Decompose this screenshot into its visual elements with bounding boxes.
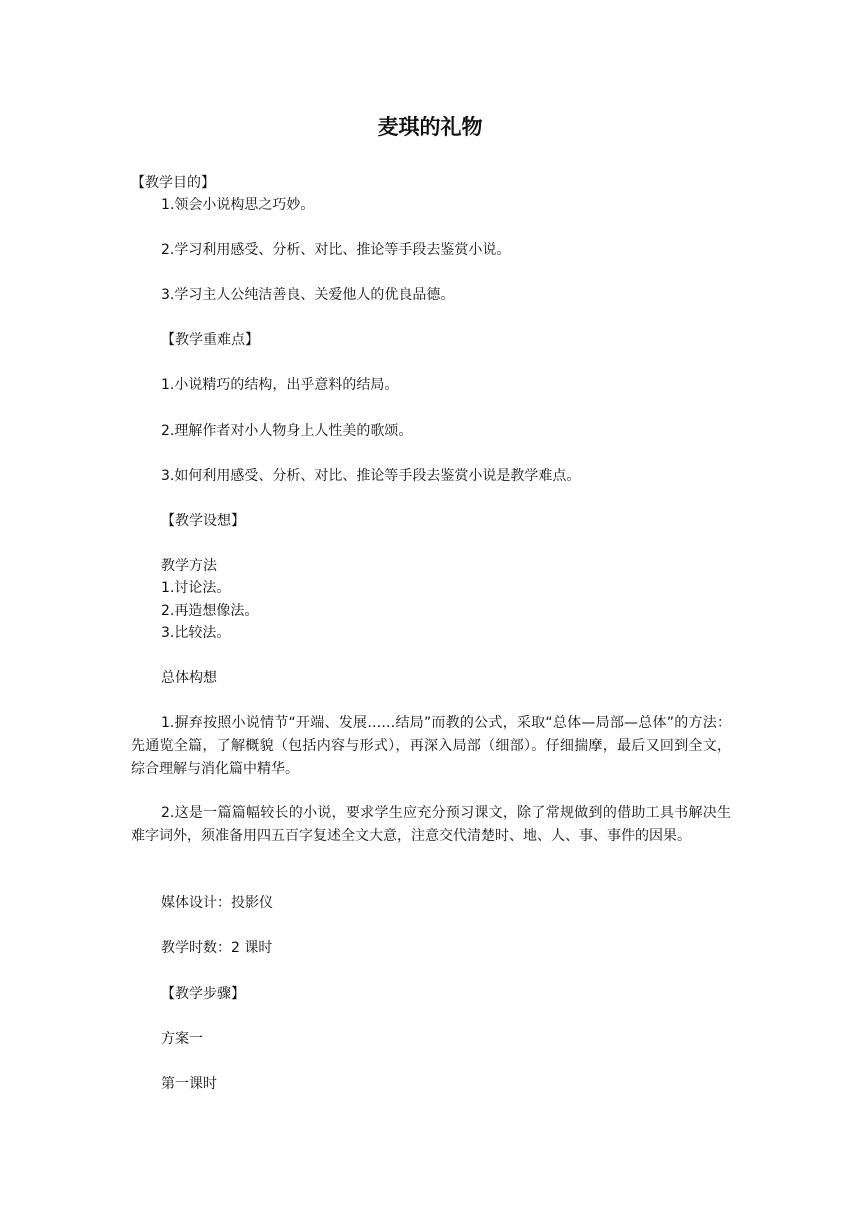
objective-item: 1.领会小说构思之巧妙。 [161,197,315,213]
key-points-heading: 【教学重难点】 [161,332,259,348]
objective-item: 2.学习利用感受、分析、对比、推论等手段去鉴赏小说。 [161,242,511,258]
objectives-heading: 【教学目的】 [131,175,215,191]
objective-item: 3.学习主人公纯洁善良、关爱他人的优良品德。 [161,287,455,303]
key-point-item: 2.理解作者对小人物身上人性美的歌颂。 [161,423,413,439]
media-design: 媒体设计：投影仪 [161,895,273,911]
method-item: 2.再造想像法。 [161,603,259,619]
concept-paragraph: 2.这是一篇篇幅较长的小说，要求学生应充分预习课文，除了常规做到的借助工具书解决生难字词外，须准备用四五百字复述全文大意，注意交代清楚时、地、人、事、事件的因果。 [131,805,731,844]
key-point-item: 3.如何利用感受、分析、对比、推论等手段去鉴赏小说是教学难点。 [161,468,581,484]
steps-heading: 【教学步骤】 [161,986,245,1002]
methods-label: 教学方法 [161,558,217,574]
plan-label: 方案一 [161,1031,203,1047]
document-title: 麦琪的礼物 [377,115,483,139]
design-heading: 【教学设想】 [161,513,245,529]
method-item: 3.比较法。 [161,625,231,641]
concept-paragraph: 1.摒弃按照小说情节“开端、发展……结局”而教的公式，采取“总体—局部—总体”的方法：先通览全篇，了解概貌（包括内容与形式），再深入局部（细部）。仔细揣摩，最后又回到全文，综合理解与消化篇中精华。 [131,715,731,777]
key-point-item: 1.小说精巧的结构，出乎意料的结局。 [161,377,399,393]
teaching-hours: 教学时数：2 课时 [161,940,273,956]
concept-label: 总体构想 [161,670,217,686]
lesson-label: 第一课时 [161,1076,217,1092]
method-item: 1.讨论法。 [161,580,231,596]
